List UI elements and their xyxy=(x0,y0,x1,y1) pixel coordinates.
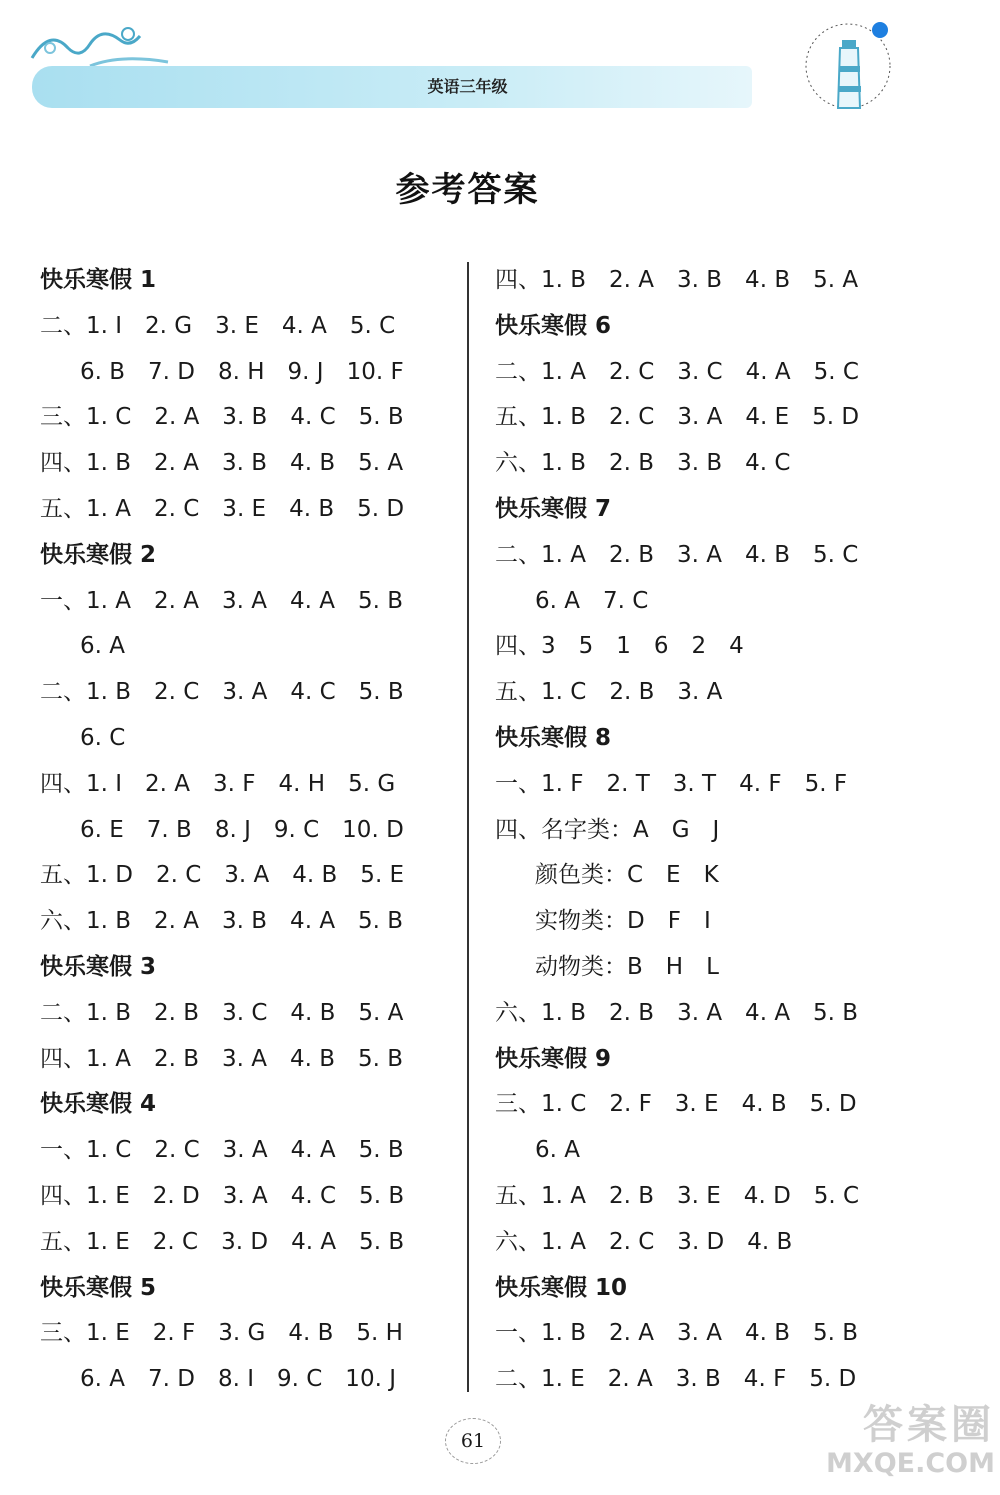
right-answer-column xyxy=(495,258,859,1403)
watermark-logo-text: 答案圈 xyxy=(863,1402,995,1448)
section-heading: 快乐寒假 6 xyxy=(495,312,612,339)
answer-line: 六、1. B 2. A 3. B 4. A 5. B xyxy=(40,908,404,935)
answer-line: 一、1. F 2. T 3. T 4. F 5. F xyxy=(495,770,848,797)
answer-line: 6. A 7. D 8. I 9. C 10. J xyxy=(80,1366,396,1393)
answer-line: 二、1. A 2. B 3. A 4. B 5. C xyxy=(495,541,859,568)
answer-line: 六、1. B 2. B 3. A 4. A 5. B xyxy=(495,999,859,1026)
section-heading: 快乐寒假 10 xyxy=(495,1274,628,1301)
answer-line: 6. A xyxy=(80,633,125,660)
answer-line: 6. E 7. B 8. J 9. C 10. D xyxy=(80,816,404,843)
answer-line: 六、1. B 2. B 3. B 4. C xyxy=(495,450,791,477)
answer-line: 6. B 7. D 8. H 9. J 10. F xyxy=(80,358,404,385)
answer-line: 一、1. A 2. A 3. A 4. A 5. B xyxy=(40,587,403,614)
answer-line: 6. A xyxy=(535,1137,580,1164)
section-heading: 快乐寒假 5 xyxy=(40,1274,157,1301)
answer-line: 三、1. C 2. A 3. B 4. C 5. B xyxy=(40,404,404,431)
answer-line: 四、1. A 2. B 3. A 4. B 5. B xyxy=(40,1045,404,1072)
section-heading: 快乐寒假 3 xyxy=(40,953,157,980)
header-title: 英语三年级 xyxy=(427,77,508,96)
answer-line: 二、1. B 2. C 3. A 4. C 5. B xyxy=(40,679,404,706)
answer-line: 四、1. B 2. A 3. B 4. B 5. A xyxy=(40,450,404,477)
answer-line: 四、1. B 2. A 3. B 4. B 5. A xyxy=(495,267,859,293)
wave-decoration-icon xyxy=(30,18,170,68)
watermark-url: MXQE.COM xyxy=(826,1448,995,1479)
answer-line: 五、1. C 2. B 3. A xyxy=(495,679,723,706)
column-divider xyxy=(467,262,469,1392)
section-heading: 快乐寒假 2 xyxy=(40,541,157,568)
answer-line: 二、1. E 2. A 3. B 4. F 5. D xyxy=(495,1366,857,1393)
answer-line: 三、1. E 2. F 3. G 4. B 5. H xyxy=(40,1320,403,1347)
section-heading: 快乐寒假 9 xyxy=(495,1045,612,1072)
answer-line: 6. A 7. C xyxy=(535,587,649,614)
section-heading: 快乐寒假 8 xyxy=(495,724,612,751)
answer-line: 二、1. B 2. B 3. C 4. B 5. A xyxy=(40,999,404,1026)
page-number: 61 xyxy=(445,1418,501,1464)
section-heading: 快乐寒假 1 xyxy=(40,267,157,293)
answer-line: 一、1. B 2. A 3. A 4. B 5. B xyxy=(495,1320,859,1347)
watermark xyxy=(820,1402,995,1480)
answer-line: 二、1. I 2. G 3. E 4. A 5. C xyxy=(40,312,396,339)
section-heading: 快乐寒假 4 xyxy=(40,1091,157,1118)
page-title: 参考答案 xyxy=(395,170,540,210)
answer-line: 五、1. B 2. C 3. A 4. E 5. D xyxy=(495,404,860,431)
answer-line: 五、1. A 2. B 3. E 4. D 5. C xyxy=(495,1182,860,1209)
answer-line: 四、1. E 2. D 3. A 4. C 5. B xyxy=(40,1182,405,1209)
left-answer-column xyxy=(40,258,404,1403)
answer-line: 四、名字类：A G J xyxy=(495,816,720,843)
answer-line: 四、3 5 1 6 2 4 xyxy=(495,633,744,660)
section-heading: 快乐寒假 7 xyxy=(495,495,612,522)
answer-line: 三、1. C 2. F 3. E 4. B 5. D xyxy=(495,1091,857,1118)
answer-line: 六、1. A 2. C 3. D 4. B xyxy=(495,1228,793,1255)
answer-line: 实物类：D F I xyxy=(535,908,711,935)
answer-line: 五、1. A 2. C 3. E 4. B 5. D xyxy=(40,495,405,522)
lighthouse-icon xyxy=(800,18,900,118)
answer-line: 四、1. I 2. A 3. F 4. H 5. G xyxy=(40,770,396,797)
answer-line: 一、1. C 2. C 3. A 4. A 5. B xyxy=(40,1137,404,1164)
answer-line: 五、1. D 2. C 3. A 4. B 5. E xyxy=(40,862,405,889)
answer-line: 二、1. A 2. C 3. C 4. A 5. C xyxy=(495,358,859,385)
answer-line: 颜色类：C E K xyxy=(535,862,719,889)
answer-line: 6. C xyxy=(80,724,126,751)
answer-line: 五、1. E 2. C 3. D 4. A 5. B xyxy=(40,1228,405,1255)
answer-line: 动物类：B H L xyxy=(535,953,719,980)
